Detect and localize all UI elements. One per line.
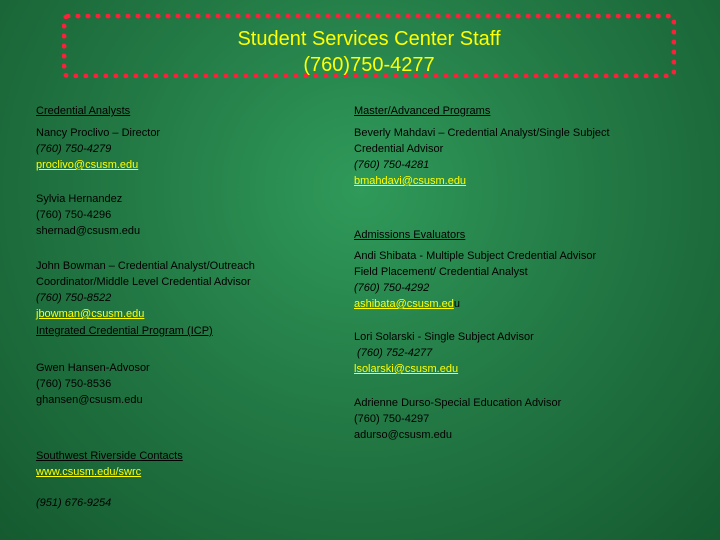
contact-name: Sylvia Hernandez [36, 193, 123, 205]
contact-phone: (760) 750-4297 [354, 413, 430, 425]
credential-analysts-heading: Credential Analysts [36, 105, 131, 117]
contact-durso [354, 395, 561, 443]
page-title: Student Services Center Staff [237, 28, 501, 50]
email-link-bowman[interactable]: jbowman@csusm.edu [36, 308, 145, 320]
contact-proclivo [36, 125, 160, 173]
contact-solarski [354, 329, 534, 377]
masters-section [354, 103, 490, 119]
contact-mahdavi [354, 125, 610, 189]
contact-email: ghansen@csusm.edu [36, 394, 143, 406]
email-link-proclivo[interactable]: proclivo@csusm.edu [36, 159, 139, 171]
contact-hernandez [36, 191, 140, 239]
icp-section [36, 323, 213, 339]
contact-phone: (760) 750-8536 [36, 378, 112, 390]
contact-hansen [36, 360, 150, 408]
southwest-riverside-heading: Southwest Riverside Contacts [36, 450, 183, 462]
swrc-website-link[interactable]: www.csusm.edu/swrc [36, 466, 142, 478]
contact-bowman [36, 258, 255, 322]
contact-email: adurso@csusm.edu [354, 429, 452, 441]
contact-name: Nancy Proclivo – Director [36, 127, 161, 139]
admissions-heading: Admissions Evaluators [354, 229, 466, 241]
contact-name-line1: John Bowman – Credential Analyst/Outreach [36, 260, 255, 272]
contact-name-line1: Beverly Mahdavi – Credential Analyst/Single Subject [354, 127, 610, 139]
contact-phone: (760) 750-4279 [36, 143, 112, 155]
contact-email [354, 296, 596, 312]
main-phone: (760)750-4277 [303, 54, 435, 76]
contact-phone: (760) 750-4292 [354, 282, 430, 294]
contact-name-line2: Field Placement/ Credential Analyst [354, 266, 528, 278]
title-frame [62, 14, 676, 78]
email-link-shibata[interactable]: ashibata@csusm.ed [354, 298, 454, 310]
contact-phone: (760) 752-4277 [354, 347, 433, 359]
contact-name-line2: Coordinator/Middle Level Credential Advisor [36, 276, 251, 288]
masters-heading: Master/Advanced Programs [354, 105, 491, 117]
contact-name: Gwen Hansen-Advosor [36, 362, 150, 374]
contact-name: Lori Solarski - Single Subject Advisor [354, 331, 534, 343]
contact-name: Adrienne Durso-Special Education Advisor [354, 397, 562, 409]
admissions-section [354, 227, 465, 243]
credential-analysts-section [36, 103, 130, 119]
email-link-solarski[interactable]: lsolarski@csusm.edu [354, 363, 459, 375]
contact-shibata [354, 248, 596, 312]
email-link-mahdavi[interactable]: bmahdavi@csusm.edu [354, 175, 467, 187]
contact-phone: (760) 750-8522 [36, 292, 112, 304]
contact-phone: (760) 750-4281 [354, 159, 430, 171]
contact-name-line2: Credential Advisor [354, 143, 444, 155]
contact-name-line1: Andi Shibata - Multiple Subject Credential Advisor [354, 250, 597, 262]
swrc-phone: (951) 676-9254 [36, 497, 112, 509]
icp-heading: Integrated Credential Program (ICP) [36, 325, 213, 337]
contact-phone: (760) 750-4296 [36, 209, 112, 221]
email-tail: u [453, 298, 460, 310]
contact-email: shernad@csusm.edu [36, 225, 141, 237]
southwest-riverside-section [36, 448, 183, 511]
